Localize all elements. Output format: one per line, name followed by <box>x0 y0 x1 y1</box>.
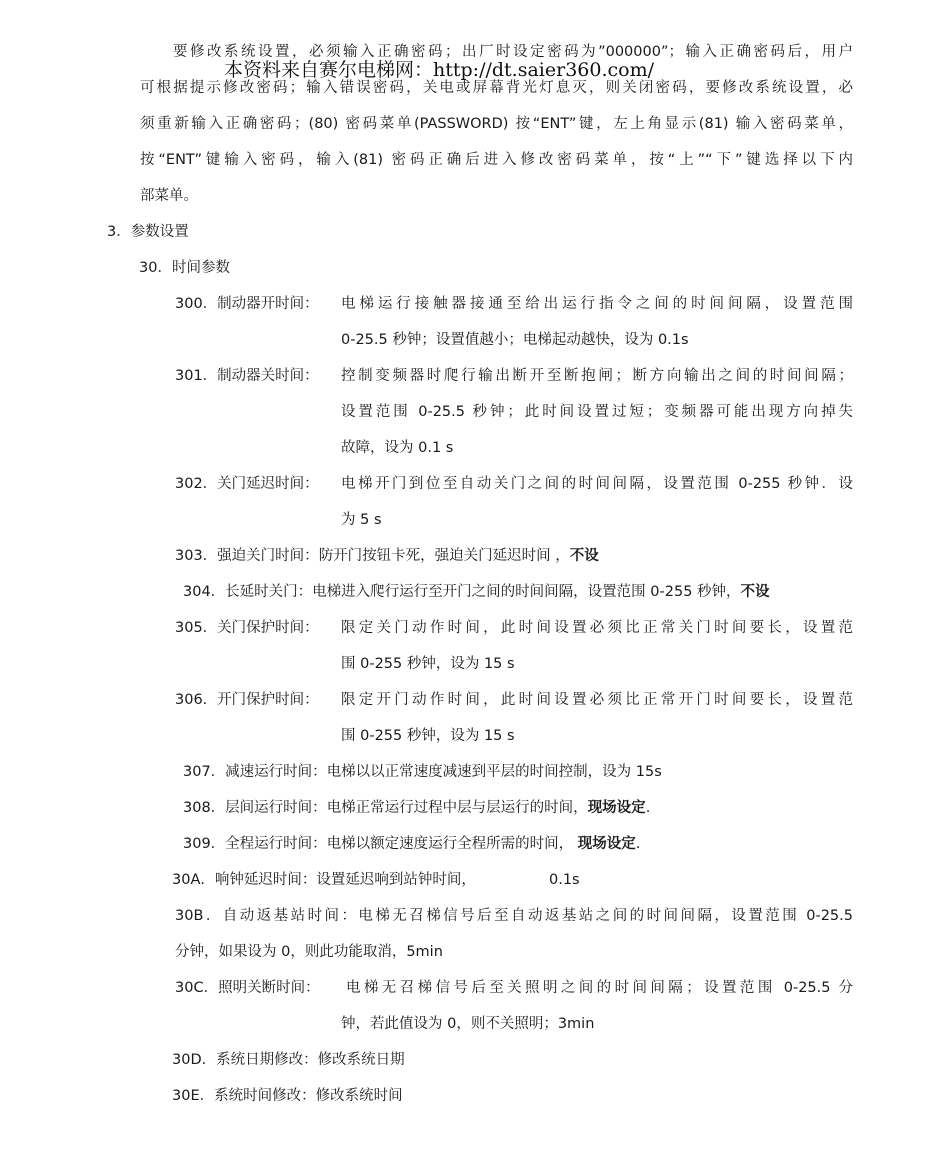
param-30C-desc-2: 钟，若此值设为 0，则不关照明；3min <box>341 1016 595 1032</box>
param-300-label: 300．制动器开时间： <box>175 296 319 312</box>
param-309-desc: 电梯以额定速度运行全程所需的时间， <box>326 836 578 852</box>
param-309-value: 现场设定 <box>577 836 636 852</box>
param-303-row <box>175 546 599 566</box>
subsection-heading: 30．时间参数 <box>139 260 230 276</box>
param-30B-desc-1: 电梯无召梯信号后至自动返基站之间的时间间隔，设置范围 0-25.5 <box>358 908 853 924</box>
param-303-desc: 防开门按钮卡死，强迫关门延迟时间 ， <box>318 548 570 564</box>
param-308-label: 308．层间运行时间： <box>183 800 327 816</box>
section-heading: 3．参数设置 <box>107 224 189 240</box>
param-30A-label: 30A．响钟延迟时间： <box>172 872 317 888</box>
param-30D-row <box>172 1050 405 1070</box>
param-302-desc-2: 为 5 s <box>341 512 382 528</box>
param-308-value: 现场设定 <box>587 800 646 816</box>
param-30E-row <box>172 1086 403 1106</box>
param-304-label: 304．长延时关门： <box>183 584 313 600</box>
param-300-desc-2: 0-25.5 秒钟；设置值越小；电梯起动越快，设为 0.1s <box>341 332 689 348</box>
param-304-row <box>183 582 770 602</box>
param-30A-desc: 设置延迟响到站钟时间， <box>316 872 476 888</box>
param-306-label: 306．开门保护时间： <box>175 692 319 708</box>
param-309-label: 309．全程运行时间： <box>183 836 327 852</box>
intro-line-3: 须重新输入正确密码；(80) 密码菜单(PASSWORD) 按“ENT”键，左上角显示(81) 输入密码菜单， <box>140 116 853 132</box>
param-30E-desc: 修改系统时间 <box>315 1088 403 1104</box>
param-302-label: 302．关门延迟时间： <box>175 476 319 492</box>
param-30E-label: 30E．系统时间修改： <box>172 1088 316 1104</box>
param-309-row <box>183 834 640 854</box>
param-30A-row <box>172 870 476 890</box>
intro-line-5: 部菜单。 <box>140 188 198 204</box>
param-300-desc-1: 电梯运行接触器接通至给出运行指令之间的时间间隔，设置范围 <box>341 296 853 312</box>
param-30D-label: 30D．系统日期修改： <box>172 1052 318 1068</box>
param-305-label: 305．关门保护时间： <box>175 620 319 636</box>
watermark: 本资料来自赛尔电梯网：http://dt.saier360.com/ <box>224 59 654 81</box>
param-306-desc-1: 限定开门动作时间，此时间设置必须比正常开门时间要长，设置范 <box>341 692 853 708</box>
param-30A-value: 0.1s <box>549 872 580 888</box>
param-302-desc-1: 电梯开门到位至自动关门之间的时间间隔，设置范围 0-255 秒钟．设 <box>341 476 853 492</box>
param-305-desc-1: 限定关门动作时间，此时间设置必须比正常关门时间要长，设置范 <box>341 620 853 636</box>
param-303-label: 303．强迫关门时间： <box>175 548 319 564</box>
param-307-row <box>183 762 662 782</box>
param-30B-desc-2: 分钟，如果设为 0，则此功能取消，5min <box>175 944 443 960</box>
param-301-desc-1: 控制变频器时爬行输出断开至断抱闸；断方向输出之间的时间间隔； <box>341 368 853 384</box>
param-308-row <box>183 798 650 818</box>
param-30B-line-1 <box>175 906 853 926</box>
intro-line-4: 按“ENT”键输入密码，输入(81) 密码正确后进入修改密码菜单，按“上”“下”键选择以下内 <box>140 152 853 168</box>
param-305-desc-2: 围 0-255 秒钟，设为 15 s <box>341 656 515 672</box>
param-30C-desc-1: 电梯无召梯信号后至关照明之间的时间间隔；设置范围 0-25.5 分 <box>346 980 853 996</box>
param-301-label: 301．制动器关时间： <box>175 368 319 384</box>
param-304-desc: 电梯进入爬行运行至开门之间的时间间隔，设置范围 0-255 秒钟， <box>312 584 741 600</box>
param-307-label: 307．减速运行时间： <box>183 764 327 780</box>
intro-line-2: 可根据提示修改密码；输入错误密码，关电或屏幕背光灯息灭，则关闭密码，要修改系统设置，必 <box>140 80 853 96</box>
param-304-value: 不设 <box>740 584 770 600</box>
param-307-desc: 电梯以以正常速度减速到平层的时间控制，设为 15s <box>326 764 662 780</box>
param-308-desc: 电梯正常运行过程中层与层运行的时间， <box>326 800 588 816</box>
param-303-value: 不设 <box>569 548 599 564</box>
param-301-desc-3: 故障，设为 0.1 s <box>341 440 454 456</box>
param-309-tail: . <box>635 836 641 852</box>
param-30C-label: 30C．照明关断时间： <box>175 980 320 996</box>
param-308-tail: . <box>645 800 651 816</box>
param-30B-label: 30B．自动返基站时间： <box>175 908 359 924</box>
param-30D-desc: 修改系统日期 <box>317 1052 405 1068</box>
param-306-desc-2: 围 0-255 秒钟，设为 15 s <box>341 728 515 744</box>
intro-line-1: 要修改系统设置，必须输入正确密码；出厂时设定密码为”000000”；输入正确密码后，用户 <box>173 44 853 60</box>
param-301-desc-2: 设置范围 0-25.5 秒钟；此时间设置过短；变频器可能出现方向掉失 <box>341 404 853 420</box>
